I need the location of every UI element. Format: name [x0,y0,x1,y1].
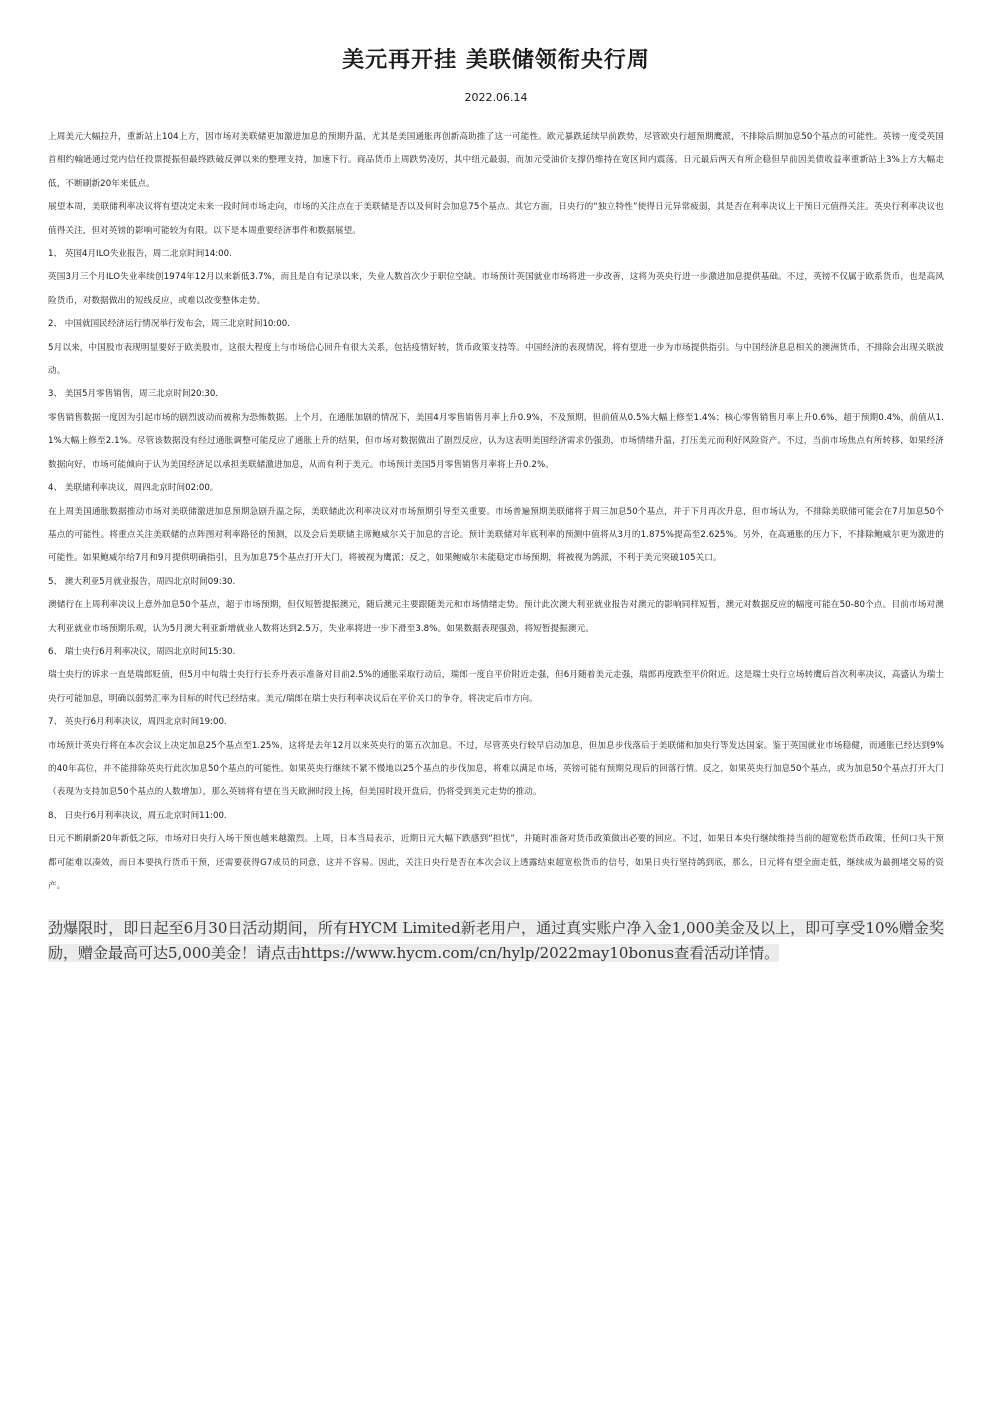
paragraph: 上周美元大幅拉升，重新站上104上方，因市场对美联储更加激进加息的预期升温，尤其是美国通胀再创新高助推了这一可能性。欧元暴跌延续早前跌势，尽管欧央行超预期鹰派，不排除后期加息50个基点的可能性。英镑一度受英国首相约翰逊通过党内信任投票提振但最终跌破反弹以来的整理支持，加速下行。商品货币上周跌势凌厉，其中纽元最弱，而加元受油价支撑仍维持在宽区间内震荡。日元最后两天有所企稳但早前因美债收益率重新站上3%上方大幅走低，不断刷新20年来低点。 [48,132,944,189]
paragraph: 英国3月三个月ILO失业率续创1974年12月以来新低3.7%，而且是自有记录以来，失业人数首次少于职位空缺。市场预计英国就业市场将进一步改善，这将为英央行进一步激进加息提供基础。不过，英镑不仅属于欧系货币，也是高风险货币，对数据做出的短线反应，或难以改变整体走势。 [48,272,944,306]
section-heading: 4、 美联储利率决议，周四北京时间02:00。 [48,483,219,494]
paragraph: 展望本周，美联储利率决议将有望决定未来一段时间市场走向，市场的关注点在于美联储是否以及何时会加息75个基点。其它方面，日央行的“独立特性”使得日元异常疲弱，其是否在利率决议上干预日元值得关注。英央行利率决议也值得关注，但对英镑的影响可能较为有限。以下是本周重要经济事件和数据展望。 [48,202,944,236]
paragraph: 瑞士央行的诉求一直是瑞郎贬值，但5月中旬瑞士央行行长乔丹表示准备对目前2.5%的通胀采取行动后，瑞郎一度自平价附近走强，但6月随着美元走强，瑞郎再度跌至平价附近。这是瑞士央行立场转鹰后首次利率决议，高盛认为瑞士央行可能加息，明确以弱势汇率为目标的时代已经结束。美元/瑞郎在瑞士央行利率决议后在平价关口的争夺，将决定后市方向。 [48,670,944,704]
article-body [48,126,944,898]
section-heading: 3、 美国5月零售销售，周三北京时间20:30. [48,389,219,400]
paragraph: 澳储行在上周利率决议上意外加息50个基点，超于市场预期，但仅短暂提振澳元，随后澳元主要跟随美元和市场情绪走势。预计此次澳大利亚就业报告对澳元的影响同样短暂，澳元对数据反应的幅度可能在50-80个点。目前市场对澳大利亚就业市场预期乐观，认为5月澳大利亚新增就业人数将达到2.5万，失业率将进一步下滑至3.8%。如果数据表现强劲，将短暂提振澳元。 [48,600,944,634]
page-title: 美元再开挂 美联储领衔央行周 [342,47,650,73]
section-heading: 2、 中国就国民经济运行情况举行发布会，周三北京时间10:00. [48,319,290,330]
paragraph: 市场预计英央行将在本次会议上决定加息25个基点至1.25%，这将是去年12月以来英央行的第五次加息。不过，尽管英央行较早启动加息，但加息步伐落后于美联储和加央行等发达国家。鉴于英国就业市场稳健，而通胀已经达到9%的40年高位，并不能排除英央行此次加息50个基点的可能性。如果英央行继续不紧不慢地以25个基点的步伐加息，将难以满足市场，英镑可能有预期兑现后的回落行情。反之，如果英央行加息50个基点，或为加息50个基点打开大门（表现为支持加息50个基点的人数增加），那么英镑将有望在当天欧洲时段上扬，但美国时段开盘后，仍将受到美元走势的推动。 [48,740,944,798]
promo-notice [48,916,944,966]
paragraph: 在上周美国通胀数据推动市场对美联储激进加息预期急剧升温之际，美联储此次利率决议对市场预期引导至关重要。市场普遍预期美联储将于周三加息50个基点，并于下月再次升息，但市场认为，不排除美联储可能会在7月加息50个基点的可能性。将重点关注美联储的点阵图对利率路径的预测，以及会后美联储主席鲍威尔关于加息的言论。预计美联储对年底利率的预测中值将从3月的1.875%提高至2.625%。另外，在高通胀的压力下，不排除鲍威尔更为激进的可能性。如果鲍威尔给7月和9月提供明确指引，且为加息75个基点打开大门，将被视为鹰派；反之，如果鲍威尔未能稳定市场预期，将被视为鸽派，不利于美元突破105关口。 [48,506,944,564]
section-heading: 8、 日央行6月利率决议，周五北京时间11:00. [48,810,227,821]
promo-text: 劲爆限时，即日起至6月30日活动期间，所有HYCM Limited新老用户，通过真实账户净入金1,000美金及以上，即可享受10%赠金奖励，赠金最高可达5,000美金！请点击https://www.hycm.com/cn/hylp/2022may10bonus查看活动详情。 [48,919,944,963]
paragraph: 零售销售数据一度因为引起市场的剧烈波动而被称为恐怖数据。上个月，在通胀加剧的情况下，美国4月零售销售月率上升0.9%，不及预期，但前值从0.5%大幅上修至1.4%；核心零售销售月率上升0.6%，超于预期0.4%，前值从1.1%大幅上修至2.1%。尽管该数据没有经过通胀调整可能反应了通胀上升的结果，但市场对数据做出了剧烈反应，认为这表明美国经济需求仍强劲，市场情绪升温，打压美元而利好风险资产。不过，当前市场焦点有所转移，如果经济数据向好，市场可能倾向于认为美国经济足以承担美联储激进加息，从而有利于美元。市场预计美国5月零售销售月率将上升0.2%。 [48,412,944,470]
paragraph: 5月以来，中国股市表现明显要好于欧美股市，这很大程度上与市场信心回升有很大关系，包括疫情好转，货币政策支持等。中国经济的表现情况，将有望进一步为市场提供指引。与中国经济息息相关的澳洲货币，不排除会出现关联波动。 [48,342,944,377]
section-heading: 7、 英央行6月利率决议，周四北京时间19:00. [48,717,227,728]
section-heading: 1、 英国4月ILO失业报告，周二北京时间14:00. [48,249,232,260]
publish-date: 2022.06.14 [464,91,528,104]
section-heading: 5、 澳大利亚5月就业报告，周四北京时间09:30. [48,576,236,587]
section-heading: 6、 瑞士央行6月利率决议，周四北京时间15:30. [48,646,236,657]
paragraph: 日元不断刷新20年新低之际，市场对日央行入场干预也越来越激烈。上周，日本当局表示，近期日元大幅下跌感到“担忧”，并随时准备对货币政策做出必要的回应。不过，如果日本央行继续维持当前的超宽松货币政策，任何口头干预都可能难以凑效，而日本要执行货币干预，还需要获得G7成员的同意，这并不容易。因此，关注日央行是否在本次会议上透露结束超宽松货币的信号，如果日央行坚持鸽到底，那么，日元将有望全面走低，继续成为最拥堵交易的资产。 [48,834,944,891]
